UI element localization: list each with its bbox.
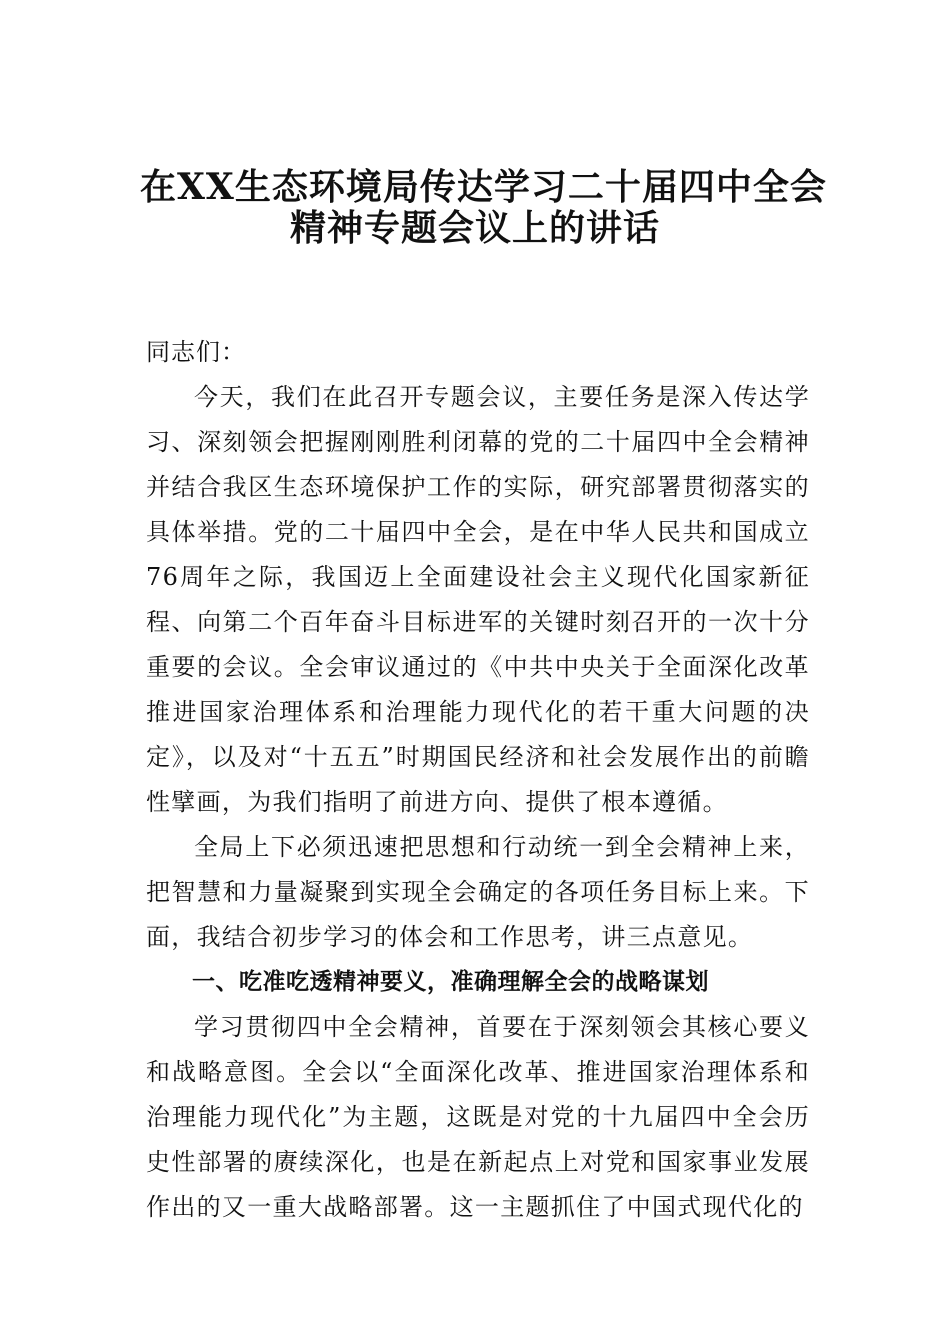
greeting: 同志们： <box>146 338 246 366</box>
paragraph-intro: 今天，我们在此召开专题会议，主要任务是深入传达学习、深刻领会把握刚刚胜利闭幕的党的二十届四中全会精神并结合我区生态环境保护工作的实际，研究部署贯彻落实的具体举措。党的二十届四中全会，是在中华人民共和国成立76周年之际，我国迈上全面建设社会主义现代化国家新征程、向第二个百年奋斗目标进军的关键时刻召开的一次十分重要的会议。全会审议通过的《中共中央关于全面深化改革推进国家治理体系和治理能力现代化的若干重大问题的决定》，以及对“十五五”时期国民经济和社会发展作出的前瞻性擘画，为我们指明了前进方向、提供了根本遵循。 <box>146 383 810 816</box>
paragraph-outline: 全局上下必须迅速把思想和行动统一到全会精神上来，把智慧和力量凝聚到实现全会确定的各项任务目标上来。下面，我结合初步学习的体会和工作思考，讲三点意见。 <box>146 833 810 951</box>
document-title-line-2: 精神专题会议上的讲话 <box>289 207 660 249</box>
section-1-paragraph: 学习贯彻四中全会精神，首要在于深刻领会其核心要义和战略意图。全会以“全面深化改革、推进国家治理体系和治理能力现代化”为主题，这既是对党的十九届四中全会历史性部署的赓续深化，也是在新起点上对党和国家事业发展作出的又一重大战略部署。这一主题抓住了中国式现代化的 <box>146 1013 810 1221</box>
section-heading-1: 一、吃准吃透精神要义，准确理解全会的战略谋划 <box>192 969 709 995</box>
document-title-line-1: 在XX生态环境局传达学习二十届四中全会 <box>140 166 827 208</box>
document-body <box>146 330 810 1230</box>
